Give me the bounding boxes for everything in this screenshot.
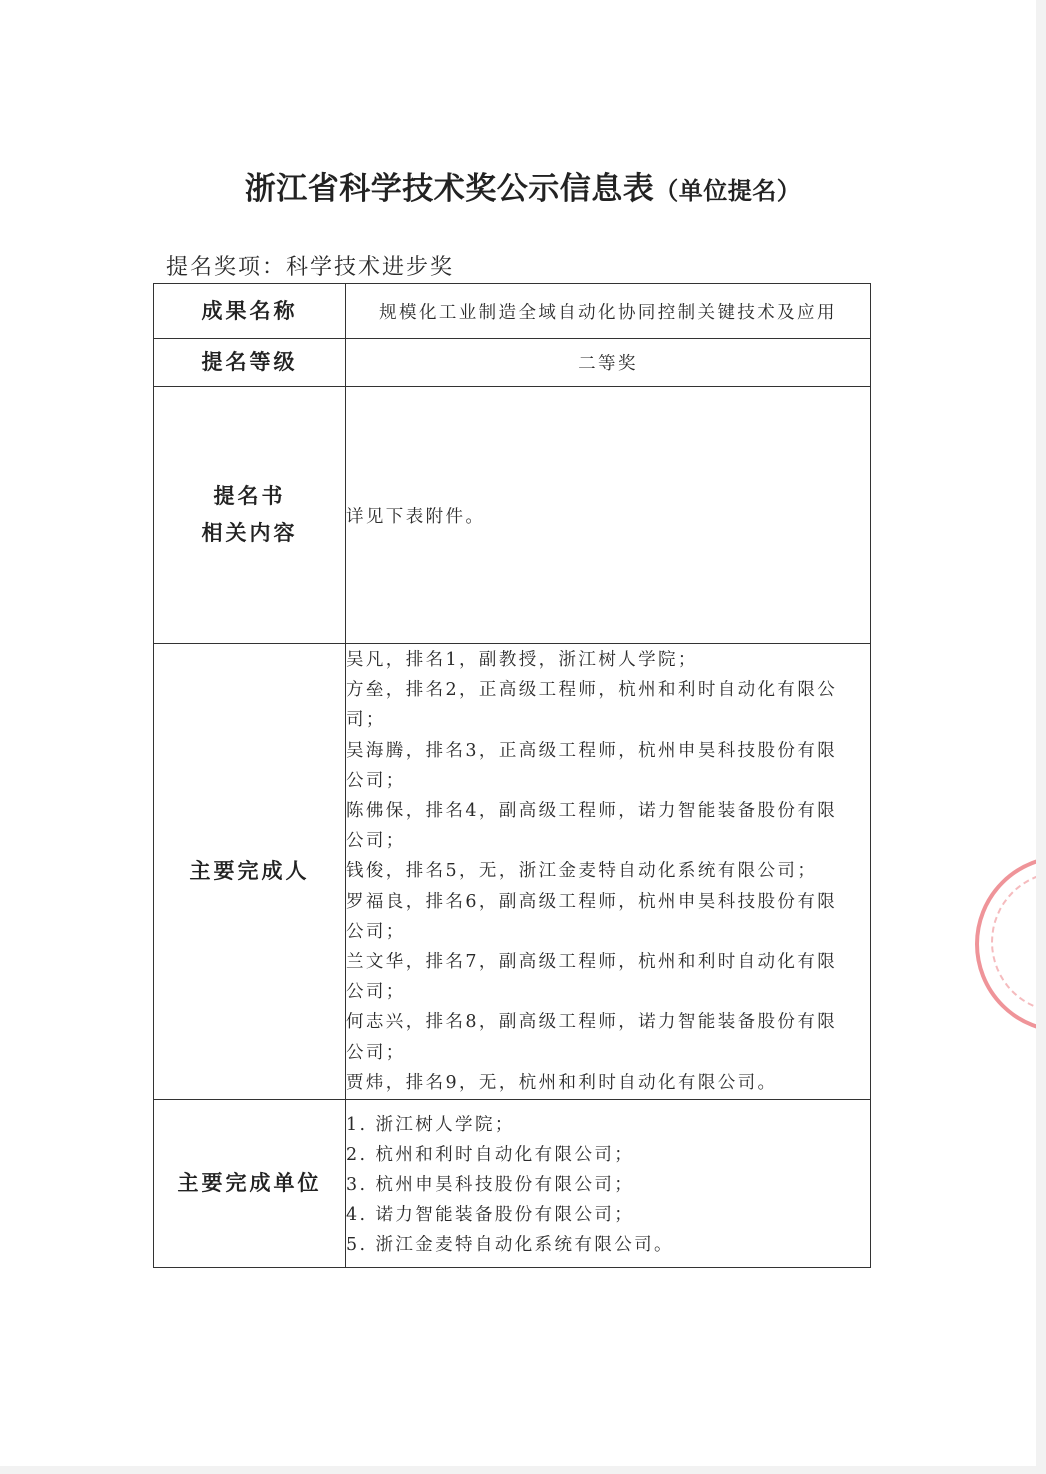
award-category: 提名奖项：科学技术进步奖 — [166, 255, 455, 280]
people-list — [346, 645, 870, 1098]
units-list — [346, 1108, 870, 1260]
book-label — [154, 387, 346, 644]
person-line: 吴海腾，排名3，正高级工程师，杭州申昊科技股份有限 — [346, 740, 838, 761]
person-line-cont: 司； — [346, 710, 386, 731]
person-line-cont: 公司； — [346, 770, 406, 791]
person-line-cont: 公司； — [346, 1042, 406, 1063]
level-value: 二等奖 — [346, 339, 871, 387]
people-cell — [346, 644, 871, 1100]
seal-inner-ring — [991, 871, 1036, 1013]
row-achievement — [154, 284, 871, 339]
units-label: 主要完成单位 — [154, 1100, 346, 1268]
person-line: 钱俊，排名5，无，浙江金麦特自动化系统有限公司； — [346, 861, 818, 882]
unit-item: 4. 诺力智能装备股份有限公司； — [346, 1204, 635, 1225]
people-label: 主要完成人 — [154, 644, 346, 1100]
document-title — [0, 163, 1036, 208]
title-suffix: （单位提名） — [654, 177, 802, 205]
person-line: 罗福良，排名6，副高级工程师，杭州申昊科技股份有限 — [346, 891, 838, 912]
unit-item: 2. 杭州和利时自动化有限公司； — [346, 1144, 635, 1165]
achievement-value: 规模化工业制造全域自动化协同控制关键技术及应用 — [346, 284, 871, 339]
row-units — [154, 1100, 871, 1268]
achievement-label: 成果名称 — [154, 284, 346, 339]
unit-item: 5. 浙江金麦特自动化系统有限公司。 — [346, 1234, 674, 1255]
units-cell — [346, 1100, 871, 1268]
level-label: 提名等级 — [154, 339, 346, 387]
person-line: 兰文华，排名7，副高级工程师，杭州和利时自动化有限 — [346, 952, 838, 972]
person-line: 陈佛保，排名4，副高级工程师，诺力智能装备股份有限 — [346, 800, 838, 821]
person-line: 方垒，排名2，正高级工程师，杭州和利时自动化有限公 — [346, 680, 838, 701]
title-main: 浙江省科学技术奖公示信息表 — [244, 171, 655, 207]
info-table — [153, 283, 871, 1268]
person-line-cont: 公司； — [346, 831, 406, 852]
person-line: 吴凡，排名1，副教授，浙江树人学院； — [346, 649, 698, 670]
person-line-cont: 公司； — [346, 921, 406, 942]
unit-item: 3. 杭州申昊科技股份有限公司； — [346, 1174, 635, 1195]
person-line-cont: 公司； — [346, 982, 406, 1003]
row-people — [154, 644, 871, 1100]
person-line: 贾炜，排名9，无，杭州和利时自动化有限公司。 — [346, 1072, 778, 1093]
row-nomination-book — [154, 387, 871, 644]
unit-item: 1. 浙江树人学院； — [346, 1114, 515, 1135]
person-line: 何志兴，排名8，副高级工程师，诺力智能装备股份有限 — [346, 1012, 838, 1033]
row-level — [154, 339, 871, 387]
red-seal-stamp — [975, 855, 1036, 1033]
book-label-line-1: 提名书 — [213, 484, 286, 508]
book-value: 详见下表附件。 — [346, 387, 871, 644]
book-label-line-2: 相关内容 — [201, 521, 298, 545]
